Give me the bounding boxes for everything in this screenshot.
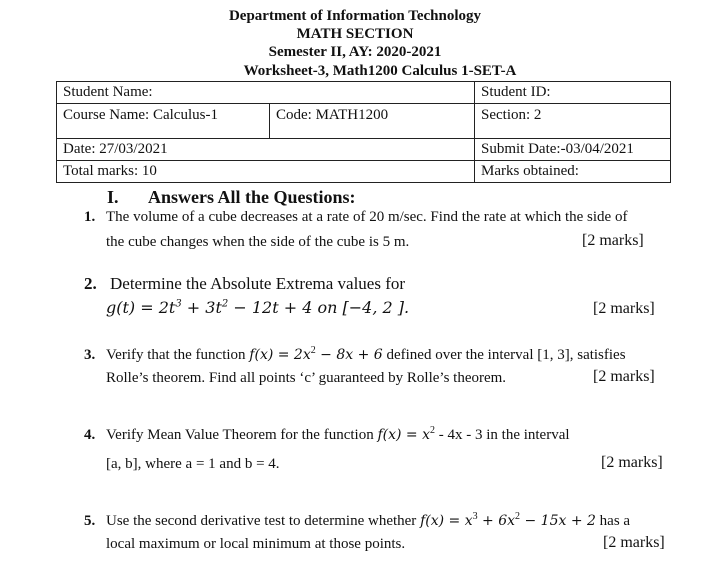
instructions-text: Answers All the Questions: xyxy=(148,187,356,207)
section-cell: Section: 2 xyxy=(475,104,671,139)
question-text-line2: local maximum or local minimum at those points. xyxy=(106,536,406,552)
student-info-table xyxy=(56,81,671,183)
semester-title: Semester II, AY: 2020-2021 xyxy=(268,44,442,60)
question-marks: [2 marks] xyxy=(603,534,665,551)
question-text-line2: [a, b], where a = 1 and b = 4. xyxy=(106,456,280,472)
submit-date-cell: Submit Date:-03/04/2021 xyxy=(475,139,671,161)
instructions-numeral: I. xyxy=(107,187,119,207)
question-text-line1: Use the second derivative test to determine whether $f(x) = x^3 + 6x^2 - 15x + 2$ has a xyxy=(106,511,631,529)
question-number: 1. xyxy=(84,209,96,225)
question-text-line2: Rolle’s theorem. Find all points ‘c’ guaranteed by Rolle’s theorem. xyxy=(106,370,507,386)
total-marks-cell: Total marks: 10 xyxy=(57,161,475,183)
section-title: MATH SECTION xyxy=(296,26,414,42)
question-marks: [2 marks] xyxy=(593,300,655,317)
date-cell: Date: 27/03/2021 xyxy=(57,139,475,161)
worksheet-title: Worksheet-3, Math1200 Calculus 1-SET-A xyxy=(243,63,517,79)
question-marks: [2 marks] xyxy=(582,232,644,249)
question-text-line1: Determine the Absolute Extrema values for xyxy=(110,274,406,293)
question-text-line2: the cube changes when the side of the cube is 5 m. xyxy=(106,234,410,250)
question-text-line1: Verify that the function $f(x) = 2x^2 - 8x + 6$ defined over the interval [1, 3], satisfies xyxy=(106,345,626,363)
student-name-cell: Student Name: xyxy=(57,82,475,104)
course-code-cell: Code: MATH1200 xyxy=(270,104,475,139)
question-marks: [2 marks] xyxy=(593,368,655,385)
question-formula: $g(t) = 2t^3 + 3t^2 - 12t + 4$ on [−4, 2 ]. xyxy=(106,298,410,317)
course-name-cell: Course Name: Calculus-1 xyxy=(57,104,270,139)
department-title: Department of Information Technology xyxy=(228,8,482,24)
question-text-line1: The volume of a cube decreases at a rate of 20 m/sec. Find the rate at which the side of xyxy=(106,209,628,225)
student-id-cell: Student ID: xyxy=(475,82,671,104)
marks-obtained-cell: Marks obtained: xyxy=(475,161,671,183)
question-number: 4. xyxy=(84,427,96,443)
question-number: 2. xyxy=(84,274,97,293)
question-text-line1: Verify Mean Value Theorem for the function $f(x) = x^2 - 4x - 3$ in the interval xyxy=(106,425,570,443)
question-marks: [2 marks] xyxy=(601,454,663,471)
question-number: 3. xyxy=(84,347,96,363)
question-number: 5. xyxy=(84,513,96,529)
